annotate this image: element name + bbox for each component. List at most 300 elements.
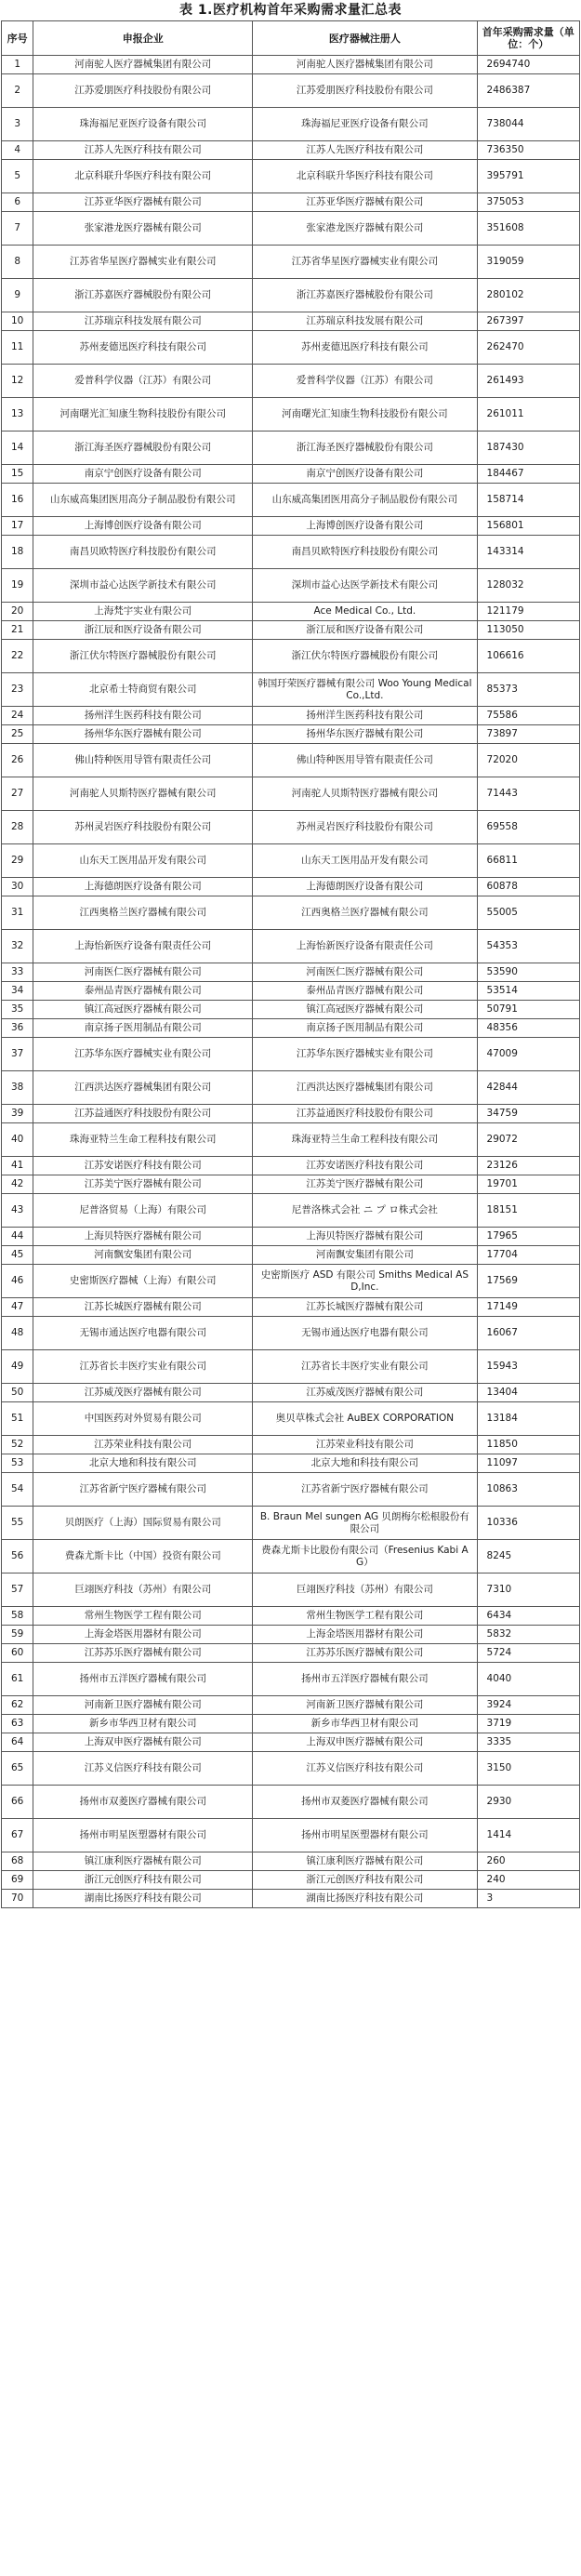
cell-registrant: 上海贝特医疗器械有限公司 bbox=[253, 1228, 477, 1246]
cell-registrant: 江苏苏乐医疗器械有限公司 bbox=[253, 1644, 477, 1663]
cell-demand: 2930 bbox=[477, 1786, 579, 1819]
cell-registrant: 江苏省长丰医疗实业有限公司 bbox=[253, 1350, 477, 1384]
cell-registrant: 北京大地和科技有限公司 bbox=[253, 1454, 477, 1473]
cell-registrant: 山东威高集团医用高分子制品股份有限公司 bbox=[253, 484, 477, 517]
cell-registrant: 巨翊医疗科技（苏州）有限公司 bbox=[253, 1573, 477, 1607]
table-row bbox=[2, 141, 580, 160]
cell-demand: 8245 bbox=[477, 1540, 579, 1573]
cell-registrant: 江苏荣业科技有限公司 bbox=[253, 1436, 477, 1454]
cell-demand: 261011 bbox=[477, 398, 579, 432]
cell-company: 佛山特种医用导管有限责任公司 bbox=[33, 744, 253, 777]
cell-demand: 319059 bbox=[477, 246, 579, 279]
cell-demand: 17569 bbox=[477, 1265, 579, 1298]
table-row bbox=[2, 74, 580, 108]
cell-registrant: 苏州灵岩医疗科技股份有限公司 bbox=[253, 811, 477, 844]
table-row bbox=[2, 1246, 580, 1265]
table-row bbox=[2, 1607, 580, 1626]
cell-demand: 184467 bbox=[477, 465, 579, 484]
cell-registrant: 南京扬子医用制品有限公司 bbox=[253, 1019, 477, 1038]
cell-company: 浙江辰和医疗设备有限公司 bbox=[33, 621, 253, 640]
table-row bbox=[2, 707, 580, 725]
table-row bbox=[2, 1663, 580, 1696]
cell-no: 13 bbox=[2, 398, 33, 432]
cell-company: 山东威高集团医用高分子制品股份有限公司 bbox=[33, 484, 253, 517]
cell-registrant: 苏州麦德迅医疗科技有限公司 bbox=[253, 331, 477, 365]
table-row bbox=[2, 621, 580, 640]
cell-registrant: 江苏瑞京科技发展有限公司 bbox=[253, 312, 477, 331]
table-row bbox=[2, 1752, 580, 1786]
cell-registrant: 江苏省华星医疗器械实业有限公司 bbox=[253, 246, 477, 279]
cell-company: 上海梵宇实业有限公司 bbox=[33, 603, 253, 621]
table-row bbox=[2, 432, 580, 465]
cell-company: 江苏省新宁医疗器械有限公司 bbox=[33, 1473, 253, 1507]
table-row bbox=[2, 1019, 580, 1038]
cell-registrant: 新乡市华西卫材有限公司 bbox=[253, 1715, 477, 1733]
table-row bbox=[2, 1384, 580, 1402]
table-row bbox=[2, 1194, 580, 1228]
cell-demand: 121179 bbox=[477, 603, 579, 621]
cell-company: 上海双申医疗器械有限公司 bbox=[33, 1733, 253, 1752]
cell-company: 江苏长城医疗器械有限公司 bbox=[33, 1298, 253, 1317]
cell-registrant: 河南新卫医疗器械有限公司 bbox=[253, 1696, 477, 1715]
cell-demand: 3335 bbox=[477, 1733, 579, 1752]
cell-no: 62 bbox=[2, 1696, 33, 1715]
cell-demand: 71443 bbox=[477, 777, 579, 811]
cell-demand: 53514 bbox=[477, 982, 579, 1001]
cell-no: 4 bbox=[2, 141, 33, 160]
cell-no: 35 bbox=[2, 1001, 33, 1019]
table-row bbox=[2, 1733, 580, 1752]
cell-demand: 280102 bbox=[477, 279, 579, 312]
cell-registrant: 北京科联升华医疗科技有限公司 bbox=[253, 160, 477, 193]
table-row bbox=[2, 1157, 580, 1175]
cell-demand: 738044 bbox=[477, 108, 579, 141]
cell-demand: 3 bbox=[477, 1890, 579, 1908]
table-row bbox=[2, 108, 580, 141]
table-row bbox=[2, 982, 580, 1001]
cell-no: 21 bbox=[2, 621, 33, 640]
cell-demand: 5832 bbox=[477, 1626, 579, 1644]
cell-no: 57 bbox=[2, 1573, 33, 1607]
cell-registrant: 扬州市双菱医疗器械有限公司 bbox=[253, 1786, 477, 1819]
cell-demand: 75586 bbox=[477, 707, 579, 725]
cell-demand: 13184 bbox=[477, 1402, 579, 1436]
cell-demand: 3719 bbox=[477, 1715, 579, 1733]
table-row bbox=[2, 1317, 580, 1350]
cell-no: 52 bbox=[2, 1436, 33, 1454]
cell-registrant: 江苏华东医疗器械实业有限公司 bbox=[253, 1038, 477, 1071]
cell-no: 14 bbox=[2, 432, 33, 465]
table-row bbox=[2, 1175, 580, 1194]
cell-no: 26 bbox=[2, 744, 33, 777]
cell-demand: 736350 bbox=[477, 141, 579, 160]
cell-demand: 13404 bbox=[477, 1384, 579, 1402]
table-row bbox=[2, 1228, 580, 1246]
cell-registrant: 扬州市五洋医疗器械有限公司 bbox=[253, 1663, 477, 1696]
cell-no: 54 bbox=[2, 1473, 33, 1507]
cell-registrant: 浙江辰和医疗设备有限公司 bbox=[253, 621, 477, 640]
table-row bbox=[2, 1715, 580, 1733]
cell-demand: 42844 bbox=[477, 1071, 579, 1105]
cell-company: 北京希士特商贸有限公司 bbox=[33, 673, 253, 707]
cell-no: 68 bbox=[2, 1852, 33, 1871]
cell-registrant: Ace Medical Co., Ltd. bbox=[253, 603, 477, 621]
cell-registrant: 史密斯医疗 ASD 有限公司 Smiths Medical ASD,Inc. bbox=[253, 1265, 477, 1298]
table-row bbox=[2, 1105, 580, 1123]
cell-no: 18 bbox=[2, 536, 33, 569]
cell-no: 45 bbox=[2, 1246, 33, 1265]
cell-no: 53 bbox=[2, 1454, 33, 1473]
header-row bbox=[2, 21, 580, 56]
table-row bbox=[2, 1852, 580, 1871]
table-row bbox=[2, 1265, 580, 1298]
cell-registrant: 河南医仁医疗器械有限公司 bbox=[253, 963, 477, 982]
cell-demand: 17965 bbox=[477, 1228, 579, 1246]
table-row bbox=[2, 1786, 580, 1819]
cell-demand: 15943 bbox=[477, 1350, 579, 1384]
cell-registrant: 佛山特种医用导管有限责任公司 bbox=[253, 744, 477, 777]
cell-company: 南京宁创医疗设备有限公司 bbox=[33, 465, 253, 484]
cell-registrant: 扬州市明星医塑器材有限公司 bbox=[253, 1819, 477, 1852]
cell-no: 64 bbox=[2, 1733, 33, 1752]
cell-registrant: 镇江康利医疗器械有限公司 bbox=[253, 1852, 477, 1871]
cell-no: 17 bbox=[2, 517, 33, 536]
cell-no: 67 bbox=[2, 1819, 33, 1852]
cell-no: 60 bbox=[2, 1644, 33, 1663]
cell-no: 50 bbox=[2, 1384, 33, 1402]
table-body bbox=[2, 56, 580, 1908]
cell-registrant: 奥贝草株式会社 AuBEX CORPORATION bbox=[253, 1402, 477, 1436]
cell-registrant: 河南曙光汇知康生物科技股份有限公司 bbox=[253, 398, 477, 432]
cell-company: 新乡市华西卫材有限公司 bbox=[33, 1715, 253, 1733]
cell-no: 56 bbox=[2, 1540, 33, 1573]
cell-no: 55 bbox=[2, 1507, 33, 1540]
cell-company: 史密斯医疗器械（上海）有限公司 bbox=[33, 1265, 253, 1298]
cell-company: 无锡市通达医疗电器有限公司 bbox=[33, 1317, 253, 1350]
cell-registrant: 爱普科学仪器（江苏）有限公司 bbox=[253, 365, 477, 398]
cell-no: 9 bbox=[2, 279, 33, 312]
table-row bbox=[2, 844, 580, 878]
cell-registrant: 镇江高冠医疗器械有限公司 bbox=[253, 1001, 477, 1019]
cell-company: 河南新卫医疗器械有限公司 bbox=[33, 1696, 253, 1715]
cell-registrant: 无锡市通达医疗电器有限公司 bbox=[253, 1317, 477, 1350]
cell-demand: 262470 bbox=[477, 331, 579, 365]
cell-no: 63 bbox=[2, 1715, 33, 1733]
cell-demand: 5724 bbox=[477, 1644, 579, 1663]
cell-demand: 48356 bbox=[477, 1019, 579, 1038]
cell-company: 泰州品青医疗器械有限公司 bbox=[33, 982, 253, 1001]
cell-no: 30 bbox=[2, 878, 33, 896]
cell-no: 24 bbox=[2, 707, 33, 725]
cell-no: 10 bbox=[2, 312, 33, 331]
cell-company: 山东天工医用品开发有限公司 bbox=[33, 844, 253, 878]
cell-company: 苏州灵岩医疗科技股份有限公司 bbox=[33, 811, 253, 844]
cell-demand: 351608 bbox=[477, 212, 579, 246]
table-row bbox=[2, 1644, 580, 1663]
cell-company: 浙江伏尔特医疗器械股份有限公司 bbox=[33, 640, 253, 673]
cell-demand: 54353 bbox=[477, 930, 579, 963]
cell-registrant: 江苏长城医疗器械有限公司 bbox=[253, 1298, 477, 1317]
table-row bbox=[2, 896, 580, 930]
cell-company: 河南飘安集团有限公司 bbox=[33, 1246, 253, 1265]
cell-company: 苏州麦德迅医疗科技有限公司 bbox=[33, 331, 253, 365]
header-demand: 首年采购需求量（单位：个） bbox=[477, 21, 579, 56]
cell-company: 江苏美宁医疗器械有限公司 bbox=[33, 1175, 253, 1194]
cell-no: 48 bbox=[2, 1317, 33, 1350]
cell-company: 河南医仁医疗器械有限公司 bbox=[33, 963, 253, 982]
cell-no: 23 bbox=[2, 673, 33, 707]
cell-demand: 158714 bbox=[477, 484, 579, 517]
cell-no: 38 bbox=[2, 1071, 33, 1105]
cell-demand: 113050 bbox=[477, 621, 579, 640]
cell-company: 江苏省长丰医疗实业有限公司 bbox=[33, 1350, 253, 1384]
cell-registrant: 常州生物医学工程有限公司 bbox=[253, 1607, 477, 1626]
cell-registrant: 深圳市益心达医学新技术有限公司 bbox=[253, 569, 477, 603]
cell-company: 江苏瑞京科技发展有限公司 bbox=[33, 312, 253, 331]
cell-company: 江苏安诺医疗科技有限公司 bbox=[33, 1157, 253, 1175]
table-row bbox=[2, 1507, 580, 1540]
cell-no: 51 bbox=[2, 1402, 33, 1436]
cell-no: 47 bbox=[2, 1298, 33, 1317]
cell-registrant: 河南驼人医疗器械集团有限公司 bbox=[253, 56, 477, 74]
table-row bbox=[2, 1402, 580, 1436]
cell-company: 浙江元创医疗科技有限公司 bbox=[33, 1871, 253, 1890]
cell-registrant: 山东天工医用品开发有限公司 bbox=[253, 844, 477, 878]
cell-company: 费森尤斯卡比（中国）投资有限公司 bbox=[33, 1540, 253, 1573]
cell-company: 上海贝特医疗器械有限公司 bbox=[33, 1228, 253, 1246]
cell-registrant: 河南驼人贝斯特医疗器械有限公司 bbox=[253, 777, 477, 811]
cell-company: 江苏华东医疗器械实业有限公司 bbox=[33, 1038, 253, 1071]
table-row bbox=[2, 569, 580, 603]
cell-company: 扬州市明星医塑器材有限公司 bbox=[33, 1819, 253, 1852]
table-row bbox=[2, 398, 580, 432]
cell-company: 北京科联升华医疗科技有限公司 bbox=[33, 160, 253, 193]
table-row bbox=[2, 212, 580, 246]
cell-registrant: 南昌贝欧特医疗科技股份有限公司 bbox=[253, 536, 477, 569]
cell-company: 扬州华东医疗器械有限公司 bbox=[33, 725, 253, 744]
cell-no: 27 bbox=[2, 777, 33, 811]
cell-no: 19 bbox=[2, 569, 33, 603]
cell-no: 37 bbox=[2, 1038, 33, 1071]
cell-demand: 261493 bbox=[477, 365, 579, 398]
cell-no: 34 bbox=[2, 982, 33, 1001]
cell-demand: 69558 bbox=[477, 811, 579, 844]
cell-no: 41 bbox=[2, 1157, 33, 1175]
cell-no: 1 bbox=[2, 56, 33, 74]
table-row bbox=[2, 777, 580, 811]
cell-company: 扬州市五洋医疗器械有限公司 bbox=[33, 1663, 253, 1696]
cell-no: 43 bbox=[2, 1194, 33, 1228]
cell-no: 36 bbox=[2, 1019, 33, 1038]
header-registrant: 医疗器械注册人 bbox=[253, 21, 477, 56]
table-row bbox=[2, 1350, 580, 1384]
cell-no: 58 bbox=[2, 1607, 33, 1626]
cell-no: 65 bbox=[2, 1752, 33, 1786]
cell-registrant: 上海双申医疗器械有限公司 bbox=[253, 1733, 477, 1752]
cell-demand: 375053 bbox=[477, 193, 579, 212]
cell-demand: 1414 bbox=[477, 1819, 579, 1852]
cell-registrant: 浙江元创医疗科技有限公司 bbox=[253, 1871, 477, 1890]
cell-demand: 19701 bbox=[477, 1175, 579, 1194]
cell-company: 浙江苏嘉医疗器械股份有限公司 bbox=[33, 279, 253, 312]
cell-demand: 187430 bbox=[477, 432, 579, 465]
cell-registrant: 江苏爱朋医疗科技股份有限公司 bbox=[253, 74, 477, 108]
table-row bbox=[2, 640, 580, 673]
cell-registrant: 珠海亚特兰生命工程科技有限公司 bbox=[253, 1123, 477, 1157]
cell-demand: 2486387 bbox=[477, 74, 579, 108]
table-row bbox=[2, 331, 580, 365]
cell-demand: 3924 bbox=[477, 1696, 579, 1715]
table-row bbox=[2, 1890, 580, 1908]
cell-demand: 23126 bbox=[477, 1157, 579, 1175]
cell-company: 贝朗医疗（上海）国际贸易有限公司 bbox=[33, 1507, 253, 1540]
cell-demand: 11097 bbox=[477, 1454, 579, 1473]
cell-demand: 11850 bbox=[477, 1436, 579, 1454]
cell-demand: 4040 bbox=[477, 1663, 579, 1696]
cell-no: 11 bbox=[2, 331, 33, 365]
cell-registrant: 张家港龙医疗器械有限公司 bbox=[253, 212, 477, 246]
cell-no: 59 bbox=[2, 1626, 33, 1644]
cell-demand: 240 bbox=[477, 1871, 579, 1890]
cell-demand: 34759 bbox=[477, 1105, 579, 1123]
cell-registrant: 浙江海圣医疗器械股份有限公司 bbox=[253, 432, 477, 465]
table-row bbox=[2, 1626, 580, 1644]
cell-company: 江苏益通医疗科技股份有限公司 bbox=[33, 1105, 253, 1123]
cell-company: 河南曙光汇知康生物科技股份有限公司 bbox=[33, 398, 253, 432]
cell-registrant: 江苏义信医疗科技有限公司 bbox=[253, 1752, 477, 1786]
cell-registrant: 江苏亚华医疗器械有限公司 bbox=[253, 193, 477, 212]
cell-no: 29 bbox=[2, 844, 33, 878]
cell-demand: 29072 bbox=[477, 1123, 579, 1157]
cell-registrant: 扬州华东医疗器械有限公司 bbox=[253, 725, 477, 744]
cell-demand: 128032 bbox=[477, 569, 579, 603]
cell-demand: 85373 bbox=[477, 673, 579, 707]
cell-registrant: 上海德朗医疗设备有限公司 bbox=[253, 878, 477, 896]
cell-no: 44 bbox=[2, 1228, 33, 1246]
cell-company: 深圳市益心达医学新技术有限公司 bbox=[33, 569, 253, 603]
cell-company: 北京大地和科技有限公司 bbox=[33, 1454, 253, 1473]
cell-registrant: 浙江苏嘉医疗器械股份有限公司 bbox=[253, 279, 477, 312]
cell-company: 爱普科学仪器（江苏）有限公司 bbox=[33, 365, 253, 398]
table-row bbox=[2, 1696, 580, 1715]
table-row bbox=[2, 1454, 580, 1473]
table-row bbox=[2, 246, 580, 279]
cell-demand: 156801 bbox=[477, 517, 579, 536]
cell-company: 中国医药对外贸易有限公司 bbox=[33, 1402, 253, 1436]
cell-company: 镇江康利医疗器械有限公司 bbox=[33, 1852, 253, 1871]
cell-company: 珠海亚特兰生命工程科技有限公司 bbox=[33, 1123, 253, 1157]
table-row bbox=[2, 1038, 580, 1071]
header-company: 申报企业 bbox=[33, 21, 253, 56]
cell-demand: 60878 bbox=[477, 878, 579, 896]
cell-demand: 395791 bbox=[477, 160, 579, 193]
table-row bbox=[2, 1001, 580, 1019]
cell-company: 江苏义信医疗科技有限公司 bbox=[33, 1752, 253, 1786]
cell-company: 张家港龙医疗器械有限公司 bbox=[33, 212, 253, 246]
table-row bbox=[2, 484, 580, 517]
cell-company: 上海德朗医疗设备有限公司 bbox=[33, 878, 253, 896]
cell-no: 46 bbox=[2, 1265, 33, 1298]
cell-company: 江苏爱朋医疗科技股份有限公司 bbox=[33, 74, 253, 108]
cell-registrant: 河南飘安集团有限公司 bbox=[253, 1246, 477, 1265]
cell-registrant: 扬州洋生医药科技有限公司 bbox=[253, 707, 477, 725]
cell-company: 江苏威茂医疗器械有限公司 bbox=[33, 1384, 253, 1402]
cell-demand: 18151 bbox=[477, 1194, 579, 1228]
table-row bbox=[2, 312, 580, 331]
cell-registrant: 江西洪达医疗器械集团有限公司 bbox=[253, 1071, 477, 1105]
cell-company: 尼普洛贸易（上海）有限公司 bbox=[33, 1194, 253, 1228]
table-row bbox=[2, 1071, 580, 1105]
table-row bbox=[2, 160, 580, 193]
cell-registrant: 尼普洛株式会社 ニ プ ロ株式会社 bbox=[253, 1194, 477, 1228]
cell-no: 31 bbox=[2, 896, 33, 930]
cell-demand: 10336 bbox=[477, 1507, 579, 1540]
cell-registrant: 江苏安诺医疗科技有限公司 bbox=[253, 1157, 477, 1175]
cell-company: 江西奥格兰医疗器械有限公司 bbox=[33, 896, 253, 930]
cell-registrant: B. Braun Mel sungen AG 贝朗梅尔松根股份有限公司 bbox=[253, 1507, 477, 1540]
table-row bbox=[2, 1298, 580, 1317]
cell-demand: 50791 bbox=[477, 1001, 579, 1019]
cell-registrant: 上海金塔医用器材有限公司 bbox=[253, 1626, 477, 1644]
cell-no: 39 bbox=[2, 1105, 33, 1123]
cell-company: 珠海福尼亚医疗设备有限公司 bbox=[33, 108, 253, 141]
cell-no: 2 bbox=[2, 74, 33, 108]
table-row bbox=[2, 1871, 580, 1890]
cell-no: 3 bbox=[2, 108, 33, 141]
table-row bbox=[2, 536, 580, 569]
cell-demand: 10863 bbox=[477, 1473, 579, 1507]
table-row bbox=[2, 517, 580, 536]
cell-company: 上海金塔医用器材有限公司 bbox=[33, 1626, 253, 1644]
cell-registrant: 江苏威茂医疗器械有限公司 bbox=[253, 1384, 477, 1402]
cell-registrant: 江苏美宁医疗器械有限公司 bbox=[253, 1175, 477, 1194]
cell-demand: 66811 bbox=[477, 844, 579, 878]
cell-registrant: 上海博创医疗设备有限公司 bbox=[253, 517, 477, 536]
cell-registrant: 江西奥格兰医疗器械有限公司 bbox=[253, 896, 477, 930]
table-row bbox=[2, 725, 580, 744]
cell-company: 南京扬子医用制品有限公司 bbox=[33, 1019, 253, 1038]
cell-registrant: 韩国玗荣医疗器械有限公司 Woo Young Medical Co.,Ltd. bbox=[253, 673, 477, 707]
cell-registrant: 费森尤斯卡比股份有限公司（Fresenius Kabi AG） bbox=[253, 1540, 477, 1573]
cell-registrant: 泰州品青医疗器械有限公司 bbox=[253, 982, 477, 1001]
table-row bbox=[2, 744, 580, 777]
cell-no: 61 bbox=[2, 1663, 33, 1696]
cell-company: 扬州市双菱医疗器械有限公司 bbox=[33, 1786, 253, 1819]
table-row bbox=[2, 279, 580, 312]
cell-no: 33 bbox=[2, 963, 33, 982]
table-row bbox=[2, 603, 580, 621]
cell-registrant: 上海怡新医疗设备有限责任公司 bbox=[253, 930, 477, 963]
cell-no: 40 bbox=[2, 1123, 33, 1157]
cell-registrant: 南京宁创医疗设备有限公司 bbox=[253, 465, 477, 484]
cell-demand: 106616 bbox=[477, 640, 579, 673]
table-row bbox=[2, 193, 580, 212]
cell-registrant: 江苏益通医疗科技股份有限公司 bbox=[253, 1105, 477, 1123]
cell-demand: 53590 bbox=[477, 963, 579, 982]
procurement-table bbox=[1, 20, 580, 1908]
cell-demand: 72020 bbox=[477, 744, 579, 777]
cell-company: 江苏荣业科技有限公司 bbox=[33, 1436, 253, 1454]
cell-company: 常州生物医学工程有限公司 bbox=[33, 1607, 253, 1626]
table-row bbox=[2, 1436, 580, 1454]
cell-company: 扬州洋生医药科技有限公司 bbox=[33, 707, 253, 725]
cell-no: 22 bbox=[2, 640, 33, 673]
cell-no: 8 bbox=[2, 246, 33, 279]
cell-no: 5 bbox=[2, 160, 33, 193]
cell-demand: 267397 bbox=[477, 312, 579, 331]
table-row bbox=[2, 1540, 580, 1573]
cell-company: 江苏省华星医疗器械实业有限公司 bbox=[33, 246, 253, 279]
